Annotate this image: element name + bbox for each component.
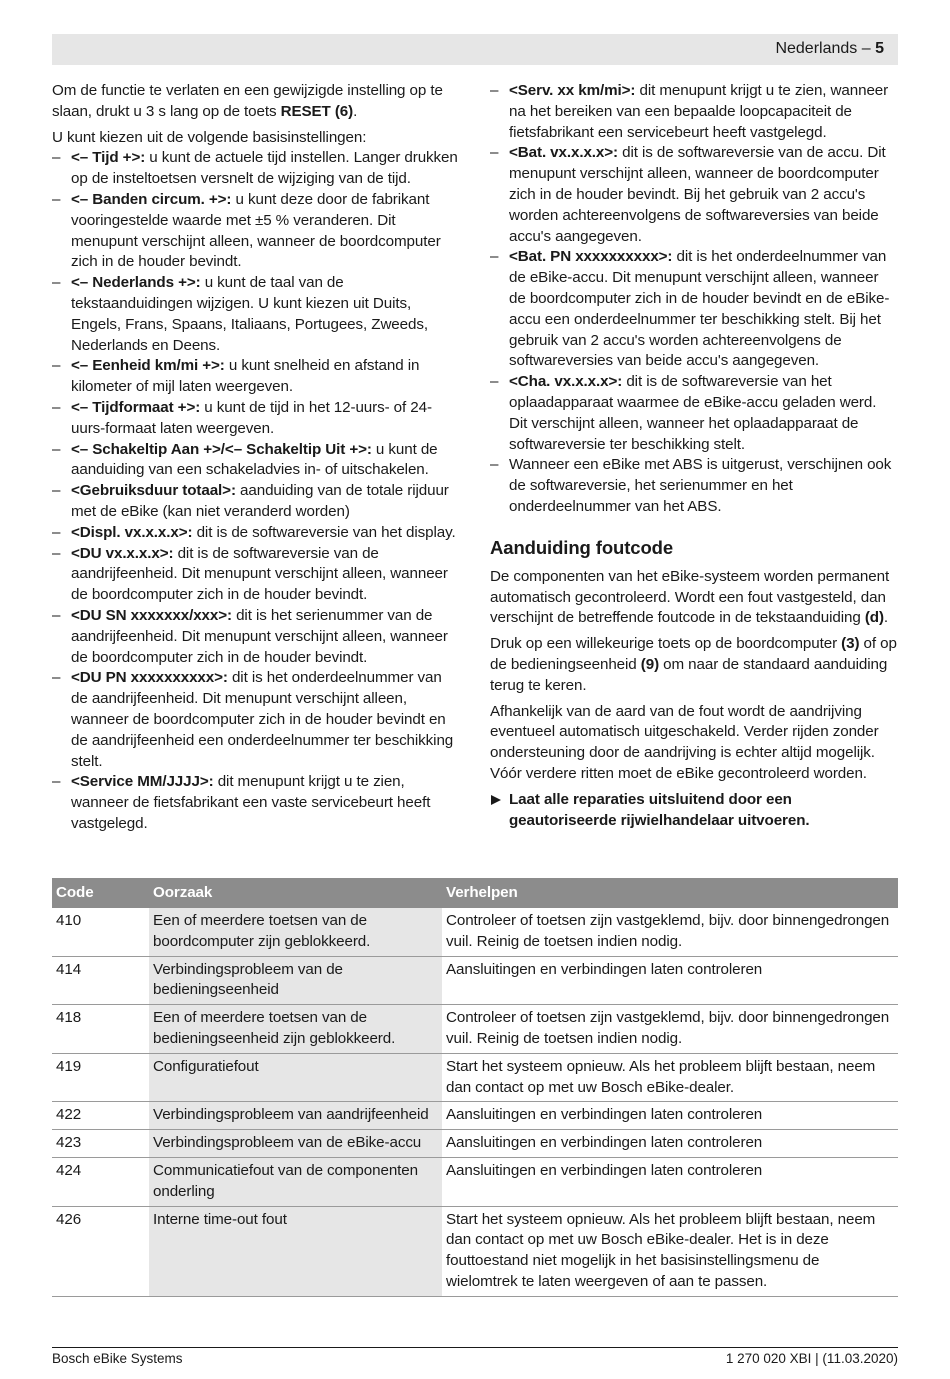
- fix-cell: Aansluitingen en verbindingen laten controleren: [442, 1157, 898, 1206]
- list-item: – <Service MM/JJJJ>: dit menupunt krijgt u te zien, wanneer de fietsfabrikant een vaste servicebeurt heeft vastgelegd.: [52, 773, 431, 832]
- fix-cell: Aansluitingen en verbindingen laten controleren: [442, 956, 898, 1005]
- fix-cell: Controleer of toetsen zijn vastgeklemd, bijv. door binnengedrongen vuil. Reinig de toetsen indien nodig.: [442, 908, 898, 956]
- code-cell: 426: [52, 1206, 149, 1296]
- table-row: [52, 1157, 898, 1206]
- left-column: [52, 81, 462, 835]
- fix-cell: Aansluitingen en verbindingen laten controleren: [442, 1130, 898, 1158]
- fix-cell: Start het systeem opnieuw. Als het probleem blijft bestaan, neem dan contact op met uw Bosch eBike-dealer.: [442, 1053, 898, 1102]
- computer-ref: (3): [841, 635, 860, 653]
- item-text: dit menupunt krijgt u te zien, wanneer na het bereiken van een bepaalde loopcapaciteit de fietsfabrikant een servicebeurt heeft vastgelegd.: [509, 82, 889, 141]
- header-separator: –: [861, 40, 871, 57]
- item-label: <Bat. PN xxxxxxxxxx>:: [509, 248, 673, 266]
- item-text: dit is de softwareversie van de accu. Dit menupunt verschijnt alleen, wanneer de boordcomputer zich in de houder bevindt. Bij het gebruik van 2 accu's worden achtereenvolgens de softwareversies van beide accu's aangegeven.: [509, 144, 886, 245]
- paragraph-end: .: [883, 609, 889, 627]
- warning-arrow-icon: [491, 795, 501, 805]
- item-label: <Cha. vx.x.x.x>:: [509, 373, 623, 391]
- item-text: u kunt de aanduiding van een schakeladvies in- of uitschakelen.: [71, 440, 438, 479]
- item-label: <DU vx.x.x.x>:: [71, 544, 174, 562]
- list-item: – <Displ. vx.x.x.x>: dit is de softwareversie van het display.: [52, 523, 456, 541]
- list-item: – <– Nederlands +>: u kunt de taal van de tekstaanduidingen wijzigen. U kunt kiezen uit Duits, Engels, Frans, Spaans, Italiaans, Portugees, Zweeds, Nederlands en Deens.: [52, 274, 428, 354]
- list-item: – <Serv. xx km/mi>: dit menupunt krijgt u te zien, wanneer na het bereiken van een bepaalde loopcapaciteit de fietsfabrikant een servicebeurt heeft vastgelegd.: [490, 82, 889, 141]
- list-item: – <– Eenheid km/mi +>: u kunt snelheid en afstand in kilometer of mijl laten weergeven.: [52, 357, 420, 396]
- table-row: [52, 956, 898, 1005]
- paragraph-text: De componenten van het eBike-systeem worden permanent automatisch gecontroleerd. Wordt een fout vastgesteld, dan verschijnt de betreffende foutcode in de tekstaanduiding: [490, 567, 890, 627]
- reset-key-ref: RESET (6): [280, 102, 354, 120]
- code-cell: 419: [52, 1053, 149, 1102]
- list-item: – <– Tijd +>: u kunt de actuele tijd instellen. Langer drukken op de insteltoetsen versnelt de wijziging van de tijd.: [52, 149, 458, 188]
- list-item: – Wanneer een eBike met ABS is uitgerust, verschijnen ook de softwareversie, het serienummer en het onderdeelnummer van het ABS.: [490, 456, 892, 515]
- cause-cell: Een of meerdere toetsen van de bedieningseenheid zijn geblokkeerd.: [149, 1005, 442, 1054]
- cause-cell: Communicatiefout van de componenten onderling: [149, 1157, 442, 1206]
- item-label: <– Tijd +>:: [71, 149, 146, 167]
- fix-cell: Start het systeem opnieuw. Als het probleem blijft bestaan, neem dan contact op met uw Bosch eBike-dealer. Het is in deze fouttoestand niet mogelijk in het basisinstellingsmenu de wielomtrek te laten weergeven of aan te passen.: [442, 1206, 898, 1296]
- item-label: <Gebruiksduur totaal>:: [71, 482, 236, 500]
- settings-list: [52, 148, 462, 834]
- column-header-cause: Oorzaak: [149, 878, 442, 908]
- item-label: <Displ. vx.x.x.x>:: [71, 523, 193, 541]
- item-label: <DU SN xxxxxxx/xxx>:: [71, 606, 232, 624]
- column-header-fix: Verhelpen: [442, 878, 898, 908]
- list-item: – <Bat. vx.x.x.x>: dit is de softwareversie van de accu. Dit menupunt verschijnt alleen, wanneer de boordcomputer zich in de houder bevindt. Bij het gebruik van 2 accu's worden achtereenvolgens de softwareversies van beide accu's aangegeven.: [490, 144, 886, 245]
- cause-cell: Configuratiefout: [149, 1053, 442, 1102]
- paragraph-text: of op de bedieningseenheid: [490, 635, 897, 673]
- table-row: [52, 1005, 898, 1054]
- table-row: [52, 1130, 898, 1158]
- table-row: [52, 1206, 898, 1296]
- cause-cell: Interne time-out fout: [149, 1206, 442, 1296]
- display-ref: (d): [864, 609, 884, 627]
- list-item: – <DU SN xxxxxxx/xxx>: dit is het serienummer van de aandrijfeenheid. Dit menupunt verschijnt alleen, wanneer de boordcomputer zich in de houder bevindt.: [52, 606, 448, 666]
- warning-note: [490, 790, 898, 832]
- code-cell: 424: [52, 1157, 149, 1206]
- cause-cell: Verbindingsprobleem van de eBike-accu: [149, 1130, 442, 1158]
- table-row: [52, 1053, 898, 1102]
- item-text: dit is de softwareversie van het display.: [192, 523, 456, 541]
- fix-cell: Aansluitingen en verbindingen laten controleren: [442, 1102, 898, 1130]
- page-header: [52, 34, 898, 65]
- item-text: u kunt deze door de fabrikant vooringestelde waarde met ±5 % veranderen. Dit menupunt verschijnt alleen, wanneer de boordcomputer zich in de houder bevindt.: [71, 190, 441, 271]
- footer-divider: [52, 1347, 898, 1348]
- section-heading: Aanduiding foutcode: [490, 536, 674, 558]
- code-cell: 414: [52, 956, 149, 1005]
- paragraph-text: om naar de standaard aanduiding terug te keren.: [490, 655, 888, 694]
- item-text: dit is de softwareversie van het oplaadapparaat waarmee de eBike-accu geladen werd. Dit verschijnt alleen, wanneer het oplaadapparaat de softwareversie ter beschikking stelt.: [509, 373, 877, 453]
- cause-cell: Verbindingsprobleem van de bedieningseenheid: [149, 956, 442, 1005]
- list-item: – <Cha. vx.x.x.x>: dit is de softwareversie van het oplaadapparaat waarmee de eBike-accu geladen werd. Dit verschijnt alleen, wanneer het oplaadapparaat de softwareversie ter beschikking stelt.: [490, 373, 877, 453]
- intro-text: Om de functie te verlaten en een gewijzigde instelling op te slaan, drukt u 3 s lang op de toets: [52, 82, 443, 120]
- code-cell: 423: [52, 1130, 149, 1158]
- item-label: <Bat. vx.x.x.x>:: [509, 144, 618, 162]
- list-item: – <– Tijdformaat +>: u kunt de tijd in het 12-uurs- of 24-uurs-formaat laten weergeven.: [52, 398, 432, 437]
- shutdown-paragraph: Afhankelijk van de aard van de fout wordt de aandrijving eventueel automatisch uitgeschakeld. Verder rijden zonder ondersteuning door de aandrijving is echter altijd mogelijk. Vóór verdere ritten moet de eBike gecontroleerd worden.: [490, 702, 879, 782]
- settings-list-continued: [490, 81, 898, 518]
- page-number: 5: [875, 40, 884, 57]
- item-text: dit is het onderdeelnummer van de eBike-accu. Dit menupunt verschijnt alleen, wanneer de boordcomputer zich in de houder bevindt en de eBike-accu een onderdeelnummer ter beschikking stelt. Bij het gebruik van 2 accu's worden achtereenvolgens de softwareversies van beide accu's aangegeven.: [509, 248, 890, 370]
- intro-end: .: [353, 102, 358, 120]
- item-label: <– Tijdformaat +>:: [71, 398, 201, 416]
- item-label: <– Eenheid km/mi +>:: [71, 357, 225, 375]
- paragraph-text: Druk op een willekeurige toets op de boordcomputer: [490, 635, 842, 653]
- item-text: dit is het onderdeelnummer van de aandrijfeenheid. Dit menupunt verschijnt alleen, wanneer de boordcomputer zich in de houder bevindt en de aandrijfeenheid een onderdeelnummer ter beschikking stelt.: [71, 669, 454, 770]
- footer-publisher: Bosch eBike Systems: [52, 1351, 183, 1366]
- list-item: – <DU PN xxxxxxxxxx>: dit is het onderdeelnummer van de aandrijfeenheid. Dit menupunt verschijnt alleen, wanneer de boordcomputer zich in de houder bevindt en de aandrijfeenheid een onderdeelnummer ter beschikking stelt.: [52, 669, 454, 770]
- error-code-table: [52, 878, 898, 1297]
- page-header-label: [775, 40, 884, 58]
- code-cell: 410: [52, 908, 149, 956]
- column-header-code: Code: [52, 878, 149, 908]
- table-row: [52, 1102, 898, 1130]
- item-text: u kunt de tijd in het 12-uurs- of 24-uurs-formaat laten weergeven.: [71, 398, 432, 437]
- item-text: Wanneer een eBike met ABS is uitgerust, verschijnen ook de softwareversie, het serienummer en het onderdeelnummer van het ABS.: [509, 456, 892, 515]
- header-language: Nederlands: [775, 40, 858, 57]
- intro-paragraph: [52, 81, 462, 123]
- list-item: – <Bat. PN xxxxxxxxxx>: dit is het onderdeelnummer van de eBike-accu. Dit menupunt verschijnt alleen, wanneer de boordcomputer zich in de houder bevindt en de eBike-accu een onderdeelnummer ter beschikking stelt. Bij het gebruik van 2 accu's worden achtereenvolgens de softwareversies van beide accu's aangegeven.: [490, 248, 890, 370]
- item-text: u kunt de actuele tijd instellen. Langer drukken op de insteltoetsen versnelt de wijziging van de tijd.: [71, 149, 458, 188]
- item-label: <Service MM/JJJJ>:: [71, 773, 214, 791]
- list-item: – <– Schakeltip Aan +>/<– Schakeltip Uit +>: u kunt de aanduiding van een schakeladvies in- of uitschakelen.: [52, 440, 438, 479]
- control-unit-ref: (9): [640, 655, 660, 673]
- item-label: <– Banden circum. +>:: [71, 190, 232, 208]
- item-label: <DU PN xxxxxxxxxx>:: [71, 669, 228, 687]
- table-header-row: [52, 878, 898, 908]
- list-item: – <Gebruiksduur totaal>: aanduiding van de totale rijduur met de eBike (kan niet veranderd worden): [52, 482, 449, 520]
- list-item: – <DU vx.x.x.x>: dit is de softwareversie van de aandrijfeenheid. Dit menupunt verschijnt alleen, wanneer de boordcomputer zich in de houder bevindt.: [52, 544, 448, 604]
- item-label: <– Nederlands +>:: [71, 274, 201, 292]
- footer-doc-id: 1 270 020 XBI | (11.03.2020): [725, 1351, 898, 1366]
- cause-cell: Verbindingsprobleem van aandrijfeenheid: [149, 1102, 442, 1130]
- fix-cell: Controleer of toetsen zijn vastgeklemd, bijv. door binnengedrongen vuil. Reinig de toetsen indien nodig.: [442, 1005, 898, 1054]
- item-text: u kunt snelheid en afstand in kilometer of mijl laten weergeven.: [71, 357, 420, 396]
- list-item: – <– Banden circum. +>: u kunt deze door de fabrikant vooringestelde waarde met ±5 % veranderen. Dit menupunt verschijnt alleen, wanneer de boordcomputer zich in de houder bevindt.: [52, 190, 441, 271]
- code-cell: 422: [52, 1102, 149, 1130]
- item-label: <– Schakeltip Aan +>/<– Schakeltip Uit +>:: [71, 440, 372, 458]
- cause-cell: Een of meerdere toetsen van de boordcomputer zijn geblokkeerd.: [149, 908, 442, 956]
- reset-display-paragraph: [490, 634, 898, 696]
- item-text: dit menupunt krijgt u te zien, wanneer de fietsfabrikant een vaste servicebeurt heeft vastgelegd.: [71, 773, 431, 832]
- item-text: u kunt de taal van de tekstaanduidingen wijzigen. U kunt kiezen uit Duits, Engels, Frans, Spaans, Italiaans, Portugees, Zweeds, Nederlands en Deens.: [71, 274, 428, 354]
- item-text: dit is de softwareversie van de aandrijfeenheid. Dit menupunt verschijnt alleen, wanneer de boordcomputer zich in de houder bevindt.: [71, 544, 448, 604]
- item-label: <Serv. xx km/mi>:: [509, 82, 636, 99]
- item-text: dit is het serienummer van de aandrijfeenheid. Dit menupunt verschijnt alleen, wanneer de boordcomputer zich in de houder bevindt.: [71, 606, 448, 666]
- code-cell: 418: [52, 1005, 149, 1054]
- warning-text: Laat alle reparaties uitsluitend door een geautoriseerde rijwielhandelaar uitvoeren.: [509, 790, 810, 829]
- item-text: aanduiding van de totale rijduur met de eBike (kan niet veranderd worden): [71, 482, 449, 520]
- error-code-paragraph: [490, 567, 898, 629]
- settings-intro: U kunt kiezen uit de volgende basisinstellingen:: [52, 128, 367, 146]
- table-row: [52, 908, 898, 956]
- right-column: [490, 81, 898, 831]
